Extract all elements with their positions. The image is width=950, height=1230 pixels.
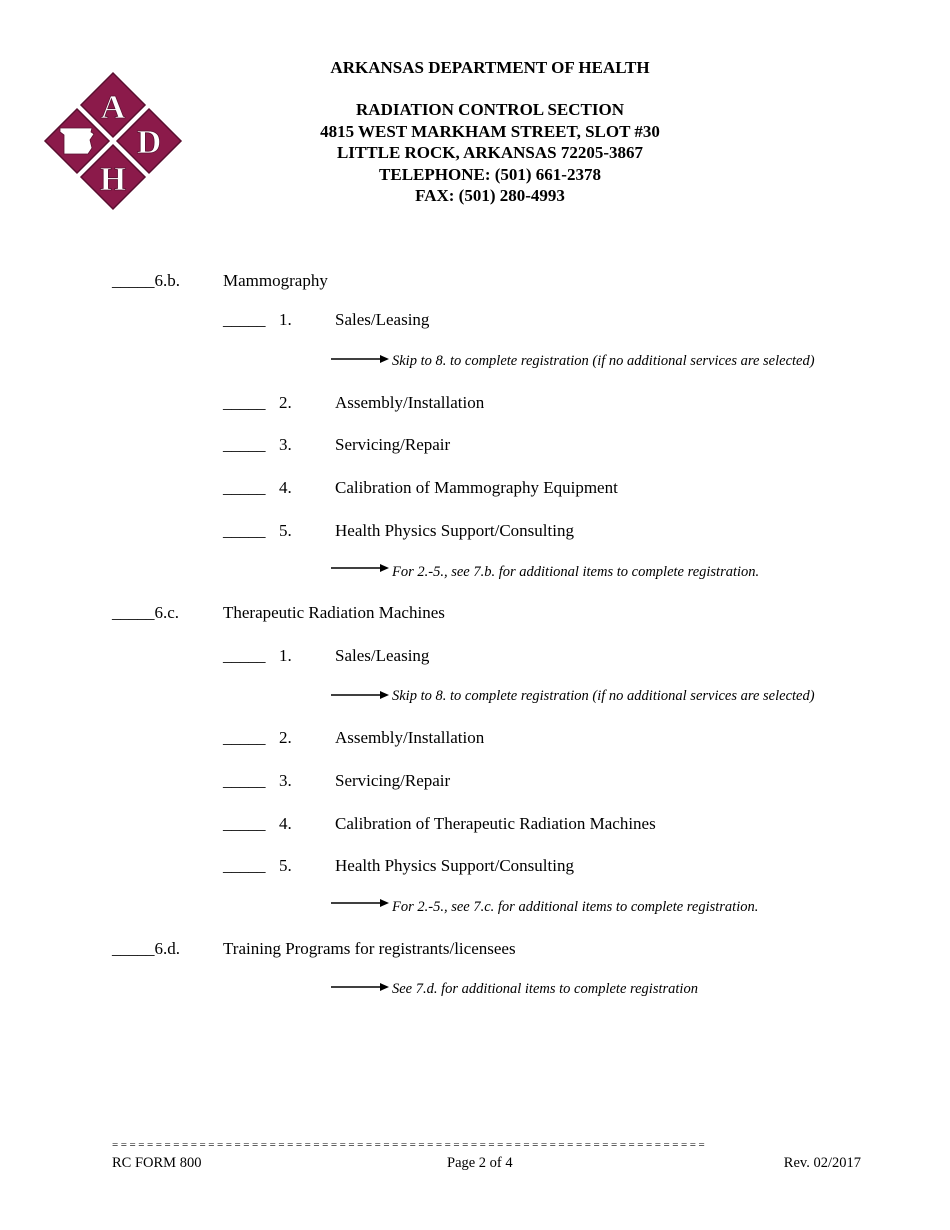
- section-6d-title: Training Programs for registrants/licensees: [223, 939, 516, 958]
- item-6c-4-blank[interactable]: _____: [223, 814, 266, 833]
- section-6c-title: Therapeutic Radiation Machines: [223, 603, 445, 622]
- note-6b-skip: Skip to 8. to complete registration (if no additional services are selected): [392, 353, 815, 369]
- arkansas-shape-icon: [60, 128, 94, 154]
- logo-letter-h: H: [99, 161, 127, 198]
- item-6b-4-label: Calibration of Mammography Equipment: [335, 478, 618, 497]
- item-6c-5-label: Health Physics Support/Consulting: [335, 856, 574, 875]
- item-6c-3-number: 3.: [279, 771, 292, 790]
- item-6b-2-number: 2.: [279, 393, 292, 412]
- item-6b-2-label: Assembly/Installation: [335, 393, 485, 412]
- arrow-right-icon: [331, 354, 389, 364]
- item-6c-1-number: 1.: [279, 646, 292, 665]
- item-6c-4-label: Calibration of Therapeutic Radiation Machines: [335, 814, 656, 833]
- arrow-right-icon: [331, 690, 389, 700]
- note-6c-skip: Skip to 8. to complete registration (if no additional services are selected): [392, 688, 815, 704]
- footer-page-number: Page 2 of 4: [447, 1155, 513, 1171]
- item-6b-3-label: Servicing/Repair: [335, 435, 451, 454]
- item-6c-2-label: Assembly/Installation: [335, 728, 485, 747]
- item-6c-2-blank[interactable]: _____: [223, 728, 266, 747]
- header-address-block: [240, 99, 740, 207]
- item-6c-5-blank[interactable]: _____: [223, 856, 266, 875]
- adh-logo: [42, 70, 184, 212]
- section-6b-title: Mammography: [223, 271, 328, 290]
- section-name: RADIATION CONTROL SECTION: [356, 100, 624, 119]
- item-6b-4-blank[interactable]: _____: [223, 478, 266, 497]
- telephone: TELEPHONE: (501) 661-2378: [379, 164, 601, 184]
- section-6d-checkbox[interactable]: _____6.d.: [112, 939, 180, 958]
- item-6c-2-number: 2.: [279, 728, 292, 747]
- item-6c-3-blank[interactable]: _____: [223, 771, 266, 790]
- item-6b-3-number: 3.: [279, 435, 292, 454]
- item-6b-1-number: 1.: [279, 310, 292, 329]
- footer-rule: ====================================================================: [112, 1139, 708, 1151]
- section-6b-checkbox[interactable]: _____6.b.: [112, 271, 180, 290]
- arrow-right-icon: [331, 898, 389, 908]
- item-6b-5-number: 5.: [279, 521, 292, 540]
- item-6c-1-blank[interactable]: _____: [223, 646, 266, 665]
- item-6c-3-label: Servicing/Repair: [335, 771, 451, 790]
- item-6b-5-blank[interactable]: _____: [223, 521, 266, 540]
- arrow-right-icon: [331, 982, 389, 992]
- arrow-right-icon: [331, 563, 389, 573]
- footer-revision: Rev. 02/2017: [783, 1155, 861, 1171]
- note-6b-additional: For 2.-5., see 7.b. for additional items to complete registration.: [392, 564, 760, 580]
- org-name: ARKANSAS DEPARTMENT OF HEALTH: [330, 58, 650, 77]
- item-6b-3-blank[interactable]: _____: [223, 435, 266, 454]
- city-state-zip: LITTLE ROCK, ARKANSAS 72205-3867: [336, 143, 644, 162]
- item-6b-5-label: Health Physics Support/Consulting: [335, 521, 574, 540]
- section-6c-checkbox[interactable]: _____6.c.: [112, 603, 180, 622]
- note-6c-additional: For 2.-5., see 7.c. for additional items to complete registration.: [392, 899, 759, 915]
- item-6b-2-blank[interactable]: _____: [223, 393, 266, 412]
- item-6b-1-label: Sales/Leasing: [335, 310, 430, 329]
- note-6d-additional: See 7.d. for additional items to complete registration: [392, 981, 698, 997]
- logo-letter-d: D: [136, 124, 162, 161]
- street-address: 4815 WEST MARKHAM STREET, SLOT #30: [320, 121, 660, 141]
- fax: FAX: (501) 280-4993: [415, 186, 565, 205]
- item-6b-1-blank[interactable]: _____: [223, 310, 266, 329]
- footer-form-number: RC FORM 800: [112, 1155, 202, 1171]
- item-6c-1-label: Sales/Leasing: [335, 646, 430, 665]
- item-6c-5-number: 5.: [279, 856, 292, 875]
- logo-letter-a: A: [100, 89, 126, 126]
- item-6c-4-number: 4.: [279, 814, 292, 833]
- item-6b-4-number: 4.: [279, 478, 292, 497]
